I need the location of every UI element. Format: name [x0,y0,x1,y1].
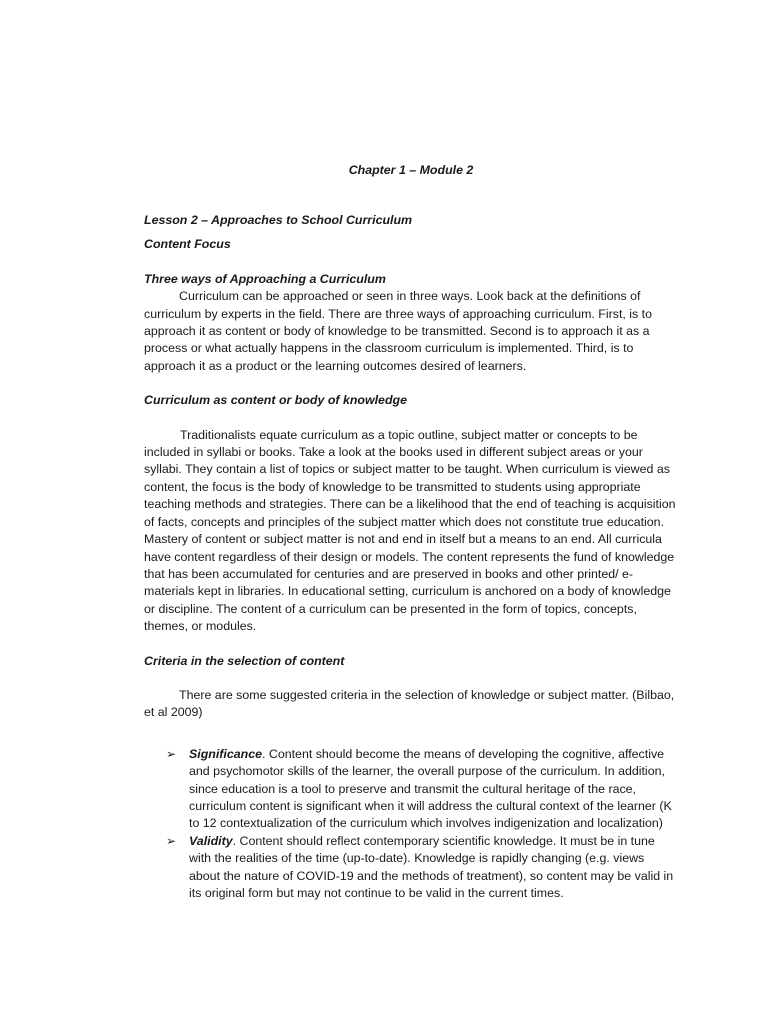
list-item-significance [144,746,678,833]
lesson-title: Lesson 2 – Approaches to School Curriculum [144,213,413,227]
criteria-text: . Content should become the means of developing the cognitive, affective and psychomotor skills of the learner, the overall purpose of the curriculum. In addition, since education is a tool to preserve and transmit the cultural heritage of the race, curriculum content is significant when it will address the cultural context of the learner (K to 12 contextualization of the curriculum which involves indigenization and localization) [189,746,672,831]
content-focus-heading: Content Focus [144,237,231,252]
criteria-term: Validity [189,833,233,848]
document-body [144,162,678,902]
chapter-title: Chapter 1 – Module 2 [348,163,474,177]
arrow-bullet-icon: ➢ [166,746,177,761]
section-heading-three-ways: Three ways of Approaching a Curriculum [144,271,386,286]
list-item-validity [144,833,678,903]
paragraph-content-knowledge: Traditionalists equate curriculum as a topic outline, subject matter or concepts to be included in syllabi or books. Take a look at the books used in different subject areas or your syllabi. They contain a list of topics or subject matter to be taught. When curriculum is viewed as content, the focus is the body of knowledge to be transmitted to students using appropriate teaching methods and strategies. There can be a likelihood that the end of teaching is acquisition of facts, concepts and principles of the subject matter which does not constitute true education. Mastery of content or subject matter is not and end in itself but a means to an end. All curricula have content regardless of their design or models. The content represents the fund of knowledge that has been accumulated for centuries and are preserved in books and other printed/ e- materials kept in libraries. In educational setting, curriculum is anchored on a body of knowledge or discipline. The content of a curriculum can be presented in the form of topics, concepts, themes, or modules. [144,427,676,634]
paragraph-three-ways: Curriculum can be approached or seen in three ways. Look back at the definitions of curriculum by experts in the field. There are three ways of approaching curriculum. First, is to approach it as content or body of knowledge to be transmitted. Second is to approach it as a process or what actually happens in the classroom curriculum is implemented. Third, is to approach it as a product or the learning outcomes desired of learners. [144,289,652,373]
section-heading-content-knowledge: Curriculum as content or body of knowledge [144,393,407,408]
paragraph-criteria: There are some suggested criteria in the selection of knowledge or subject matter. (Bilbao, et al 2009) [144,687,675,720]
criteria-text: . Content should reflect contemporary scientific knowledge. It must be in tune with the realities of the time (up-to-date). Knowledge is rapidly changing (e.g. views about the nature of COVID-19 and the methods of treatment), so content may be valid in its original form but may not continue to be valid in the current times. [189,833,674,900]
criteria-term: Significance [189,746,262,761]
arrow-bullet-icon: ➢ [166,833,177,848]
section-heading-criteria: Criteria in the selection of content [144,653,345,668]
criteria-list [144,746,678,903]
